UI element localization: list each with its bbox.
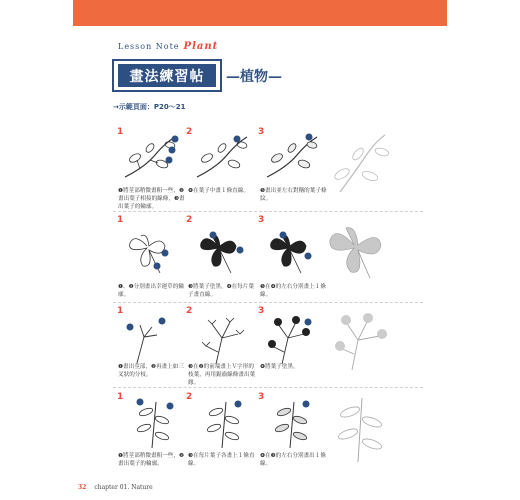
step-caption: ❶將莖部稍微畫粗一些，❷畫出葉子相接的線條，❸畫出葉子的輪廓。 <box>118 188 185 210</box>
branch-step1-illustration <box>122 315 182 365</box>
step-caption: ❶畫出莖部，❷再畫上如三叉狀的分枝。 <box>118 364 184 378</box>
step-caption: ❸在❷的前端畫上Ｖ字形的枝葉，再用鋸齒線條畫出葉緣。 <box>188 364 256 386</box>
page-subtitle: —植物— <box>226 69 282 85</box>
branch-step2-illustration <box>196 312 256 367</box>
leafy-stem-final-illustration <box>336 394 386 464</box>
title-badge <box>112 59 222 92</box>
page-number: 32 <box>78 484 87 491</box>
step-caption: ❹在葉子中畫１條直線。 <box>188 188 249 194</box>
step-number: 2 <box>186 306 193 316</box>
leaf-sprig-step2-illustration <box>192 133 262 183</box>
top-color-band <box>73 0 447 26</box>
clover-step3-illustration <box>266 228 321 278</box>
leaf-sprig-final-illustration <box>330 132 390 197</box>
demo-page-reference: →示範頁面：P20～21 <box>113 103 186 111</box>
step-number: 2 <box>186 215 193 225</box>
row-divider <box>113 387 423 388</box>
lesson-note-label <box>118 41 218 52</box>
step-number: 1 <box>117 306 124 316</box>
chapter-label: chapter 01. Nature <box>94 484 153 491</box>
lesson-word: Plant <box>183 41 219 52</box>
step-number: 1 <box>117 127 124 137</box>
step-number: 2 <box>186 392 193 402</box>
lesson-note-text: Lesson Note <box>118 42 180 51</box>
step-caption: ❺在❹的左右分別畫上１條線。 <box>260 284 326 298</box>
branch-step3-illustration <box>262 312 322 367</box>
step-number: 1 <box>117 392 124 402</box>
leafy-stem-step3-illustration <box>270 398 315 450</box>
step-caption: ❹在❸的左右分別畫出１條線。 <box>260 453 326 467</box>
leaf-sprig-step1-illustration <box>120 133 190 183</box>
step-number: 3 <box>258 215 265 225</box>
step-caption: ❸在每片葉子各畫上１條直線。 <box>188 453 255 467</box>
clover-final-illustration <box>326 220 386 280</box>
row-divider <box>113 302 423 303</box>
step-number: 1 <box>117 215 124 225</box>
clover-step2-illustration <box>196 228 251 278</box>
branch-final-illustration <box>330 310 390 375</box>
step-caption: ❹將葉子塗黑。 <box>260 364 299 370</box>
step-caption: ❶、❷分別畫出幸運草的輪廓。 <box>118 284 184 298</box>
row-divider <box>113 211 423 212</box>
clover-step1-illustration <box>125 228 180 278</box>
leafy-stem-step2-illustration <box>202 398 247 450</box>
step-caption: ❺畫出並左右對稱的葉子條紋。 <box>260 188 327 202</box>
step-number: 2 <box>186 127 193 137</box>
step-number: 3 <box>258 127 265 137</box>
leaf-sprig-step3-illustration <box>262 133 332 183</box>
badge-title: 畫法練習帖 <box>118 64 216 87</box>
page-footer <box>78 484 153 491</box>
leafy-stem-step1-illustration <box>132 398 177 450</box>
step-caption: ❶將莖部稍微畫粗一些，❷畫出葉子的輪廓。 <box>118 453 184 467</box>
step-caption: ❸將葉子塗黑，❹在每片葉子畫直線。 <box>188 284 254 298</box>
step-number: 3 <box>258 392 265 402</box>
step-number: 3 <box>258 306 265 316</box>
